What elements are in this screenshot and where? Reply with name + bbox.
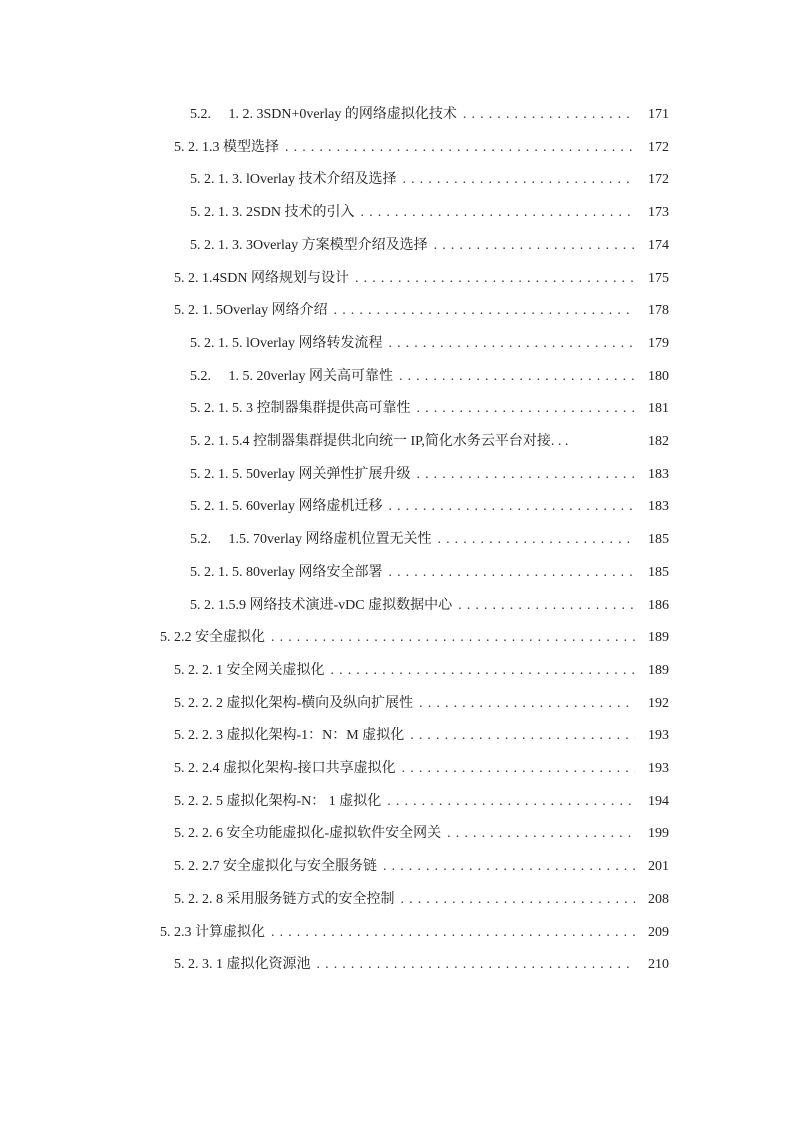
- dot-leader: [355, 271, 635, 287]
- dot-leader: [417, 401, 636, 417]
- toc-entry[interactable]: [190, 430, 669, 450]
- toc-entry[interactable]: [174, 659, 669, 679]
- toc-page-number: 194: [648, 793, 669, 809]
- dot-leader: [437, 532, 635, 548]
- toc-entry-title: 5. 2. 2. 2 虚拟化架构-横向及纵向扩展性: [174, 695, 414, 711]
- dot-leader: [447, 826, 635, 842]
- dot-leader: [410, 728, 635, 744]
- toc-entry[interactable]: [190, 561, 669, 581]
- toc-entry-title: 5. 2. 2. 3 虚拟化架构-1：N：M 虚拟化: [174, 728, 405, 744]
- dot-leader: [334, 303, 635, 319]
- toc-entry[interactable]: [174, 692, 669, 712]
- toc-entry[interactable]: [190, 103, 669, 123]
- toc-entry-title: 5. 2. 1. 5. 50verlay 网关弹性扩展升级: [190, 466, 411, 482]
- dot-leader: [361, 205, 635, 221]
- toc-page-number: 185: [648, 564, 669, 580]
- toc-entry[interactable]: [174, 855, 669, 875]
- toc-page-number: 183: [648, 466, 669, 482]
- toc-entry[interactable]: [190, 594, 669, 614]
- toc-entry-title: 5. 2. 2.7 安全虚拟化与安全服务链: [174, 859, 377, 875]
- toc-entry-title: 5. 2. 2. 8 采用服务链方式的安全控制: [174, 891, 395, 907]
- toc-entry[interactable]: [174, 267, 669, 287]
- toc-entry[interactable]: [190, 528, 669, 548]
- toc-entry-title: 5. 2. 1. 5. 80verlay 网络安全部署: [190, 564, 383, 580]
- dot-leader: [317, 957, 636, 973]
- toc-entry-title: 5. 2. 1. 3. lOverlay 技术介绍及选择: [190, 172, 397, 188]
- toc-entry[interactable]: [174, 136, 669, 156]
- toc-entry[interactable]: [174, 299, 669, 319]
- dot-leader: [388, 499, 635, 515]
- dot-leader: [271, 925, 635, 941]
- toc-entry-title: 5. 2. 2. 5 虚拟化架构-N： 1 虚拟化: [174, 793, 382, 809]
- toc-entry[interactable]: [174, 822, 669, 842]
- dot-leader: [331, 663, 636, 679]
- toc-page-number: 173: [648, 205, 669, 221]
- dot-leader: [387, 794, 635, 810]
- dot-leader: [401, 892, 636, 908]
- toc-entry-title: 5. 2.3 计算虚拟化: [160, 924, 265, 940]
- toc-entry[interactable]: [190, 463, 669, 483]
- toc-page-number: 179: [648, 335, 669, 351]
- dot-leader: [271, 630, 635, 646]
- toc-entry-title: 5.2. 1.5. 70verlay 网络虚机位置无关性: [190, 532, 432, 548]
- toc-entry[interactable]: [160, 626, 669, 646]
- toc-entry-title: 5. 2. 1. 5. 3 控制器集群提供高可靠性: [190, 401, 411, 417]
- toc-entry[interactable]: [190, 201, 669, 221]
- toc-entry-title: 5. 2. 1. 3. 2SDN 技术的引入: [190, 205, 355, 221]
- toc-entry-title: 5. 2. 1.5.9 网络技术演进-vDC 虚拟数据中心: [190, 597, 453, 613]
- toc-page-number: 185: [648, 532, 669, 548]
- toc-entry[interactable]: [190, 234, 669, 254]
- toc-page-number: 182: [648, 434, 669, 449]
- toc-entry-title: 5. 2. 1. 5.4 控制器集群提供北向统一 IP,简化水务云平台对接. . .: [190, 434, 569, 449]
- toc-entry[interactable]: [174, 757, 669, 777]
- toc-entry[interactable]: [160, 921, 669, 941]
- toc-page-number: 181: [648, 401, 669, 417]
- dot-leader: [416, 467, 635, 483]
- toc-page-number: 193: [648, 761, 669, 776]
- toc-page-number: 192: [648, 695, 669, 711]
- toc-entry-title: 5. 2. 3. 1 虚拟化资源池: [174, 957, 311, 973]
- toc-entry-title: 5. 2. 2. 1 安全网关虚拟化: [174, 662, 325, 678]
- dot-leader: [402, 761, 635, 777]
- toc-page-number: 183: [648, 499, 669, 515]
- toc-page-number: 208: [648, 891, 669, 907]
- toc-page-number: 201: [648, 859, 669, 875]
- toc-page-number: 172: [648, 139, 669, 155]
- toc-entry-title: 5. 2. 1.3 模型选择: [174, 139, 279, 155]
- toc-page-number: 180: [648, 368, 669, 384]
- toc-entry[interactable]: [190, 168, 669, 188]
- toc-entry-title: 5. 2. 1.4SDN 网络规划与设计: [174, 270, 350, 286]
- toc-entry-title: 5. 2. 1. 5. lOverlay 网络转发流程: [190, 335, 383, 351]
- toc-entry-title: 5. 2. 2.4 虚拟化架构-接口共享虚拟化: [174, 761, 396, 776]
- toc-entry[interactable]: [174, 953, 669, 973]
- toc-page-number: 175: [648, 270, 669, 286]
- toc-page-number: 171: [648, 107, 669, 122]
- dot-leader: [419, 696, 635, 712]
- dot-leader: [399, 369, 635, 385]
- toc-page-number: 174: [648, 237, 669, 253]
- toc-entry[interactable]: [190, 495, 669, 515]
- toc-entry[interactable]: [190, 332, 669, 352]
- toc-entry-title: 5. 2. 2. 6 安全功能虚拟化-虚拟软件安全网关: [174, 826, 442, 842]
- toc-entry[interactable]: [190, 365, 669, 385]
- toc-page-number: 189: [648, 662, 669, 678]
- toc-page-number: 189: [648, 630, 669, 646]
- toc-entry[interactable]: [174, 888, 669, 908]
- dot-leader: [463, 107, 635, 123]
- toc-page-number: 210: [648, 957, 669, 973]
- toc-page-number: 209: [648, 924, 669, 940]
- dot-leader: [434, 238, 635, 254]
- toc-entry-title: 5. 2.2 安全虚拟化: [160, 630, 265, 646]
- toc-entry-title: 5. 2. 1. 5. 60verlay 网络虚机迁移: [190, 499, 383, 515]
- toc-entry-title: 5.2. 1. 5. 20verlay 网关高可靠性: [190, 368, 393, 384]
- dot-leader: [402, 172, 635, 188]
- dot-leader: [285, 140, 635, 156]
- toc-entry-title: 5. 2. 1. 5Overlay 网络介绍: [174, 303, 328, 319]
- toc-page-number: 178: [648, 303, 669, 319]
- toc-page-number: 199: [648, 826, 669, 842]
- toc-entry-title: 5.2. 1. 2. 3SDN+0verlay 的网络虚拟化技术: [190, 107, 457, 122]
- toc-entry-title: 5. 2. 1. 3. 3Overlay 方案模型介绍及选择: [190, 237, 428, 253]
- dot-leader: [383, 859, 635, 875]
- toc-page-number: 172: [648, 172, 669, 188]
- toc-entry[interactable]: [190, 397, 669, 417]
- toc-entry[interactable]: [174, 724, 669, 744]
- toc-page-number: 193: [648, 728, 669, 744]
- dot-leader: [458, 598, 635, 614]
- dot-leader: [388, 336, 635, 352]
- toc-entry[interactable]: [174, 790, 669, 810]
- dot-leader: [388, 565, 635, 581]
- toc-page-number: 186: [648, 597, 669, 613]
